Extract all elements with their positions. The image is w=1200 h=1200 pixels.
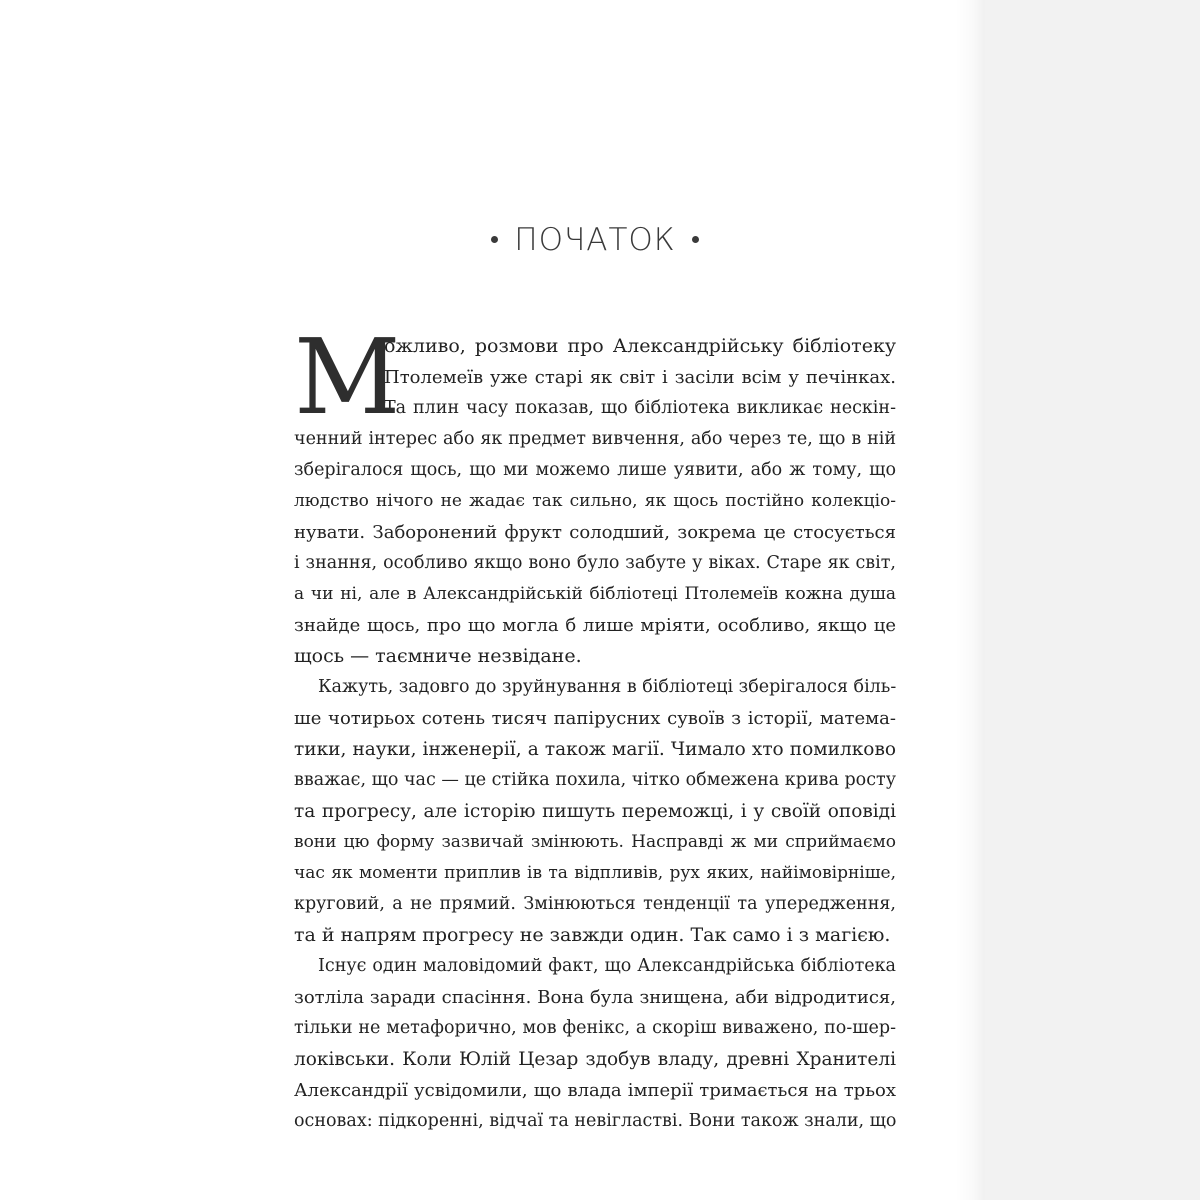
text-line: ченний інтерес або як предмет вивчення, або через те, що в ній bbox=[294, 429, 896, 449]
text-line: круговий, а не прямий. Змінюються тенденції та упередження, bbox=[294, 894, 896, 914]
text-line: нувати. Заборонений фрукт солодший, зокрема це стосується bbox=[294, 522, 896, 543]
text-line: та прогресу, але історію пишуть переможці, і у своїй оповіді bbox=[294, 801, 896, 822]
text-line: вони цю форму зазвичай змінюють. Насправді ж ми сприймаємо bbox=[294, 832, 896, 852]
page-edge-shadow bbox=[955, 0, 985, 1200]
text-line: локівськи. Коли Юлій Цезар здобув владу, древні Хранителі bbox=[294, 1049, 896, 1070]
text-line: людство нічого не жадає так сильно, як щось постійно колекціо- bbox=[294, 491, 896, 511]
bullet-dot-icon bbox=[491, 236, 498, 243]
drop-cap: М bbox=[294, 316, 401, 438]
text-line: і знання, особливо якщо воно було забуте у віках. Старе як світ, bbox=[294, 553, 896, 573]
text-line: зберігалося щось, що ми можемо лише уявити, або ж тому, що bbox=[294, 460, 896, 480]
text-line: основах: підкоренні, відчаї та невігластві. Вони також знали, що bbox=[294, 1111, 897, 1131]
text-line: Птолемеїв уже старі як світ і засіли всім у печінках. bbox=[384, 367, 896, 388]
body-text bbox=[294, 316, 897, 1137]
text-line: тики, науки, інженерії, а також магії. Чимало хто помилково bbox=[294, 739, 896, 760]
text-line: а чи ні, але в Александрійській бібліотеці Птолемеїв кожна душа bbox=[294, 584, 896, 604]
text-line: тільки не метафорично, мов фенікс, а скоріш виважено, по-шер- bbox=[294, 1018, 896, 1038]
text-line: вважає, що час — це стійка похила, чітко обмежена крива росту bbox=[294, 770, 896, 790]
text-line: щось — таємниче незвідане. bbox=[294, 645, 582, 667]
text-line: Кажуть, задовго до зруйнування в бібліотеці зберігалося біль- bbox=[318, 677, 897, 697]
text-line: та й напрям прогресу не завжди один. Так само і з магією. bbox=[294, 924, 891, 946]
text-line: ше чотирьох сотень тисяч папірусних сувоїв з історії, матема- bbox=[294, 708, 896, 729]
text-line: час як моменти приплив ів та відпливів, рух яких, найімовірніше, bbox=[294, 863, 896, 883]
chapter-title: ПОЧАТОК bbox=[514, 222, 676, 258]
background-backdrop bbox=[985, 0, 1200, 1200]
text-line: Існує один маловідомий факт, що Александрійська бібліотека bbox=[318, 956, 896, 976]
text-line: Александрії усвідомили, що влада імперії тримається на трьох bbox=[294, 1080, 896, 1101]
text-line: ожливо, розмови про Александрійську бібліотеку bbox=[384, 335, 896, 357]
text-line: Та плин часу показав, що бібліотека викликає нескін- bbox=[384, 398, 896, 418]
text-line: знайде щось, про що могла б лише мріяти, особливо, якщо це bbox=[294, 615, 896, 636]
bullet-dot-icon bbox=[692, 236, 699, 243]
text-line: зотліла заради спасіння. Вона була знищена, аби відродитися, bbox=[294, 987, 896, 1008]
